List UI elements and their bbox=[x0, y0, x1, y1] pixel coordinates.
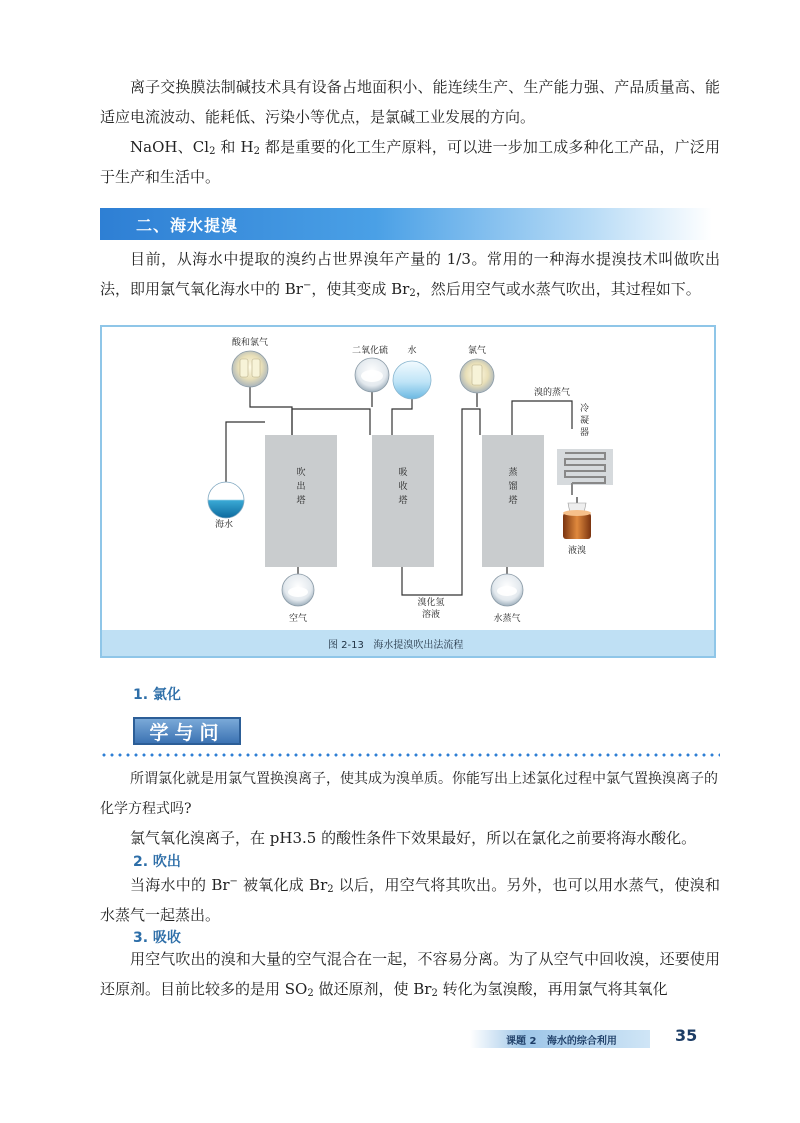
intro-paragraph-2 bbox=[100, 132, 720, 192]
step3-sub-1: 2 bbox=[307, 988, 314, 999]
tower3-label-2: 馏 bbox=[508, 482, 518, 492]
step1-title: 1. 氯化 bbox=[133, 687, 181, 703]
tower2-label-2: 收 bbox=[398, 482, 408, 492]
seawater-icon bbox=[208, 482, 244, 518]
label-seawater: 海水 bbox=[214, 520, 234, 530]
so2-cloud-icon bbox=[355, 358, 389, 392]
s1-text-a: 目前，从海水中提取的溴约占世界溴年产量的 1/3。常用的一种海水提溴技术叫做吹出法，即用氯气氧化海水中的 Br bbox=[100, 250, 720, 298]
tower2-label-1: 吸 bbox=[398, 468, 408, 478]
step3-text-a: 用空气吹出的溴和大量的空气混合在一起，不容易分离。为了从空气中回收溴，还要使用还原剂。目前比较多的是用 SO bbox=[100, 950, 720, 998]
label-hbr-1: 溴化氢 bbox=[417, 598, 445, 608]
p2-text-c: 都是重要的化工生产原料，可以进一步加工成多种化工产品，广泛用于生产和生活中。 bbox=[100, 138, 720, 186]
step3-text-b: 做还原剂，使 Br bbox=[313, 980, 432, 998]
p2-sub-2: 2 bbox=[253, 146, 260, 157]
step2-sup: − bbox=[229, 876, 238, 887]
label-air: 空气 bbox=[288, 614, 308, 624]
pipe-tower3-to-condenser bbox=[512, 401, 572, 435]
tower1-label-1: 吹 bbox=[296, 468, 306, 478]
label-so2: 二氧化硫 bbox=[351, 346, 389, 356]
footer-chapter-title: 课题 2 海水的综合利用 bbox=[506, 1035, 617, 1047]
s1-text-c: ，然后用空气或水蒸气吹出，其过程如下。 bbox=[415, 280, 701, 298]
p2-text-a: NaOH、Cl bbox=[130, 138, 210, 156]
label-steam: 水蒸气 bbox=[493, 614, 521, 624]
steam-cloud-icon bbox=[491, 574, 523, 606]
dotted-divider bbox=[100, 753, 720, 757]
label-liquid-bromine: 液溴 bbox=[567, 546, 587, 556]
tower1-label-3: 塔 bbox=[296, 496, 306, 506]
pipe-water-to-tower2 bbox=[392, 399, 412, 435]
step2-paragraph bbox=[100, 870, 720, 930]
step2-text-c: 以后，用空气将其吹出。另外，也可以用水蒸气，使溴和水蒸气一起蒸出。 bbox=[100, 876, 720, 924]
label-hbr-2: 溶液 bbox=[421, 610, 441, 620]
step3-text-c: 转化为氢溴酸，再用氯气将其氧化 bbox=[437, 980, 668, 998]
step2-sub: 2 bbox=[327, 884, 334, 895]
intro-paragraph-1: 离子交换膜法制碱技术具有设备占地面积小、能连续生产、生产能力强、产品质量高、能适应电流波动、能耗低、污染小等优点，是氯碱工业发展的方向。 bbox=[100, 78, 720, 126]
label-acid-chlorine: 酸和氯气 bbox=[231, 338, 269, 348]
liquid-bromine-container bbox=[563, 503, 591, 539]
figure-bromine-extraction bbox=[100, 325, 716, 658]
label-bromine-vapor: 溴的蒸气 bbox=[534, 388, 571, 398]
step3-title: 3. 吸收 bbox=[133, 930, 181, 946]
chlorination-paragraph: 氯气氧化溴离子，在 pH3.5 的酸性条件下效果最好，所以在氯化之前要将海水酸化。 bbox=[130, 829, 697, 847]
label-condenser-3: 器 bbox=[580, 428, 590, 438]
water-icon bbox=[393, 361, 431, 399]
page-number: 35 bbox=[675, 1026, 698, 1045]
question-paragraph: 所谓氯化就是用氯气置换溴离子，使其成为溴单质。你能写出上述氯化过程中氯气置换溴离子的化学方程式吗? bbox=[100, 771, 718, 817]
tower1-label-2: 出 bbox=[296, 482, 306, 492]
tower2-label-3: 塔 bbox=[398, 496, 408, 506]
step2-text-b: 被氧化成 Br bbox=[237, 876, 328, 894]
badge-label: 学与问 bbox=[149, 721, 225, 744]
label-condenser-2: 凝 bbox=[580, 416, 590, 426]
chlorine-icon bbox=[460, 359, 494, 393]
tower3-label-3: 塔 bbox=[508, 496, 518, 506]
condenser bbox=[557, 449, 613, 495]
section-title: 二、海水提溴 bbox=[136, 215, 239, 235]
acid-chlorine-icon bbox=[232, 351, 268, 387]
step3-sub-2: 2 bbox=[431, 988, 438, 999]
step2-title: 2. 吹出 bbox=[133, 854, 181, 870]
figure-caption: 图 2-13 海水提溴吹出法流程 bbox=[328, 639, 464, 651]
section-paragraph-1 bbox=[100, 244, 720, 304]
pipe-tower1-to-tower2-top bbox=[292, 409, 370, 435]
flow-diagram bbox=[102, 327, 714, 630]
p2-sub-1: 2 bbox=[209, 146, 216, 157]
label-water: 水 bbox=[407, 346, 417, 356]
p2-text-b: 和 H bbox=[215, 138, 254, 156]
label-chlorine: 氯气 bbox=[467, 346, 487, 356]
step2-text-a: 当海水中的 Br bbox=[130, 876, 230, 894]
pipe-acid-to-tower1 bbox=[250, 387, 292, 435]
section-heading-bar bbox=[100, 208, 712, 240]
figure-caption-bar bbox=[102, 630, 714, 656]
footer-chapter-bar bbox=[470, 1030, 650, 1048]
step3-paragraph bbox=[100, 944, 720, 1004]
s1-text-b: ，使其变成 Br bbox=[311, 280, 410, 298]
tower3-label-1: 蒸 bbox=[508, 468, 518, 478]
s1-sub: 2 bbox=[409, 288, 416, 299]
xue-yu-wen-badge bbox=[133, 717, 241, 745]
label-condenser-1: 冷 bbox=[580, 404, 590, 414]
s1-sup: − bbox=[302, 280, 312, 291]
air-cloud-icon bbox=[282, 574, 314, 606]
